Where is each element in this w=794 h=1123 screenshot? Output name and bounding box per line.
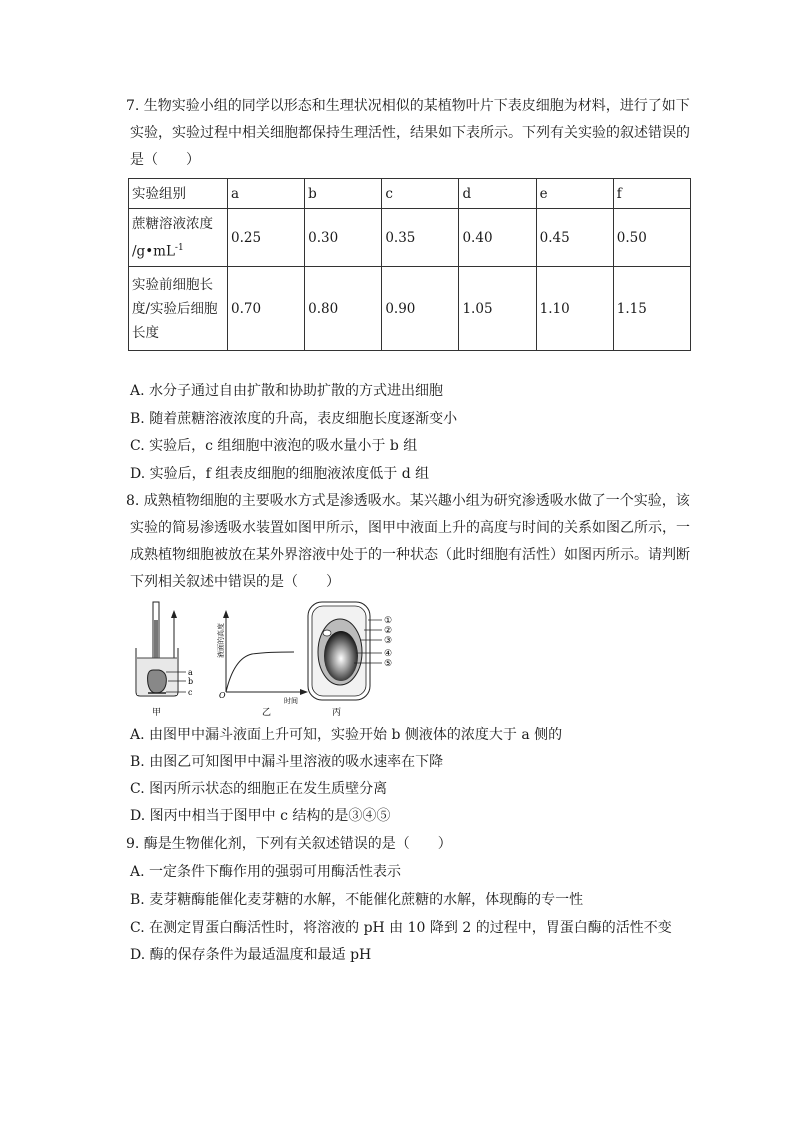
table-cell-ratio: 0.80 (305, 267, 382, 351)
q7-stem-line-2: 实验，实验过程中相关细胞都保持生理活性，结果如下表所示。下列有关实验的叙述错误的 (130, 125, 690, 141)
x-axis-label: 时间 (284, 697, 298, 705)
ratio-label-line-2: 度/实验后细胞 (132, 300, 218, 317)
table-cell-ratio: 0.90 (382, 267, 459, 351)
concentration-label-line-1: 蔗糖溶液浓度 (132, 215, 213, 232)
q9-option-b: B. 麦芽糖酶能催化麦芽糖的水解，不能催化蔗糖的水解，体现酶的专一性 (130, 892, 584, 908)
label-bing: 丙 (332, 708, 342, 718)
table-cell-concentration: 0.40 (459, 209, 536, 267)
q8-stem-line-2: 实验的简易渗透吸水装置如图甲所示，图甲中液面上升的高度与时间的关系如图乙所示，一 (130, 520, 690, 536)
table-cell-label (129, 209, 228, 267)
q8-figure (126, 600, 416, 718)
q9-option-d: D. 酶的保存条件为最适温度和最适 pH (130, 947, 372, 963)
q7-option-b: B. 随着蔗糖溶液浓度的升高，表皮细胞长度逐渐变小 (130, 411, 458, 427)
table-cell-label (129, 267, 228, 351)
height-time-graph (216, 610, 308, 718)
plant-cell (308, 602, 392, 718)
table-cell-ratio: 0.70 (228, 267, 305, 351)
rise-arrowhead (171, 610, 177, 618)
q7-stem-line-3: 是（ ） (130, 152, 200, 168)
table-cell-group-b: b (305, 179, 382, 209)
q7-stem-line-1: 7. 生物实验小组的同学以形态和生理状况相似的某植物叶片下表皮细胞为材料，进行了如下 (126, 98, 690, 114)
cell-label-2: ② (384, 626, 393, 636)
cell-label-5: ⑤ (384, 659, 393, 669)
q8-stem-line-3: 成熟植物细胞被放在某外界溶液中处于的一种状态（此时细胞有活性）如图丙所示。请判断 (130, 547, 690, 563)
table-row-groups (129, 179, 691, 209)
cell-label-4: ④ (384, 649, 393, 659)
label-jia: 甲 (152, 708, 162, 718)
q8-stem-line-1: 8. 成熟植物细胞的主要吸水方式是渗透吸水。某兴趣小组为研究渗透吸水做了一个实验，该 (126, 493, 690, 509)
nucleus (323, 630, 331, 636)
table-row-concentration (129, 209, 691, 267)
q8-stem-line-4: 下列相关叙述中错误的是（ ） (130, 574, 340, 590)
ratio-label-line-3: 长度 (132, 324, 159, 341)
table-cell-concentration: 0.25 (228, 209, 305, 267)
q8-option-c: C. 图丙所示状态的细胞正在发生质壁分离 (130, 781, 388, 797)
q8-option-a: A. 由图甲中漏斗液面上升可知，实验开始 b 侧液体的浓度大于 a 侧的 (130, 727, 563, 743)
table-cell-group-a: a (228, 179, 305, 209)
table-cell-concentration: 0.45 (536, 209, 613, 267)
beaker-apparatus (136, 602, 193, 718)
table-cell-ratio: 1.05 (459, 267, 536, 351)
y-axis-label: 液面的高度 (217, 623, 225, 658)
label-c: c (188, 688, 193, 697)
q8-option-b: B. 由图乙可知图甲中漏斗里溶液的吸水速率在下降 (130, 754, 444, 770)
funnel-bulb (148, 670, 167, 693)
table-cell-group-f: f (613, 179, 690, 209)
q9-stem-line-1: 9. 酶是生物催化剂，下列有关叙述错误的是（ ） (126, 836, 452, 852)
concentration-label-line-2: /g•mL (132, 243, 175, 260)
q7-data-table (128, 178, 691, 351)
table-cell-ratio: 1.15 (613, 267, 690, 351)
table-cell-group-e: e (536, 179, 613, 209)
rise-curve (226, 652, 294, 692)
concentration-unit-exponent: -1 (174, 242, 184, 253)
q7-option-d: D. 实验后，f 组表皮细胞的细胞液浓度低于 d 组 (130, 466, 430, 482)
q9-option-a: A. 一定条件下酶作用的强弱可用酶活性表示 (130, 864, 402, 880)
label-b: b (188, 677, 194, 686)
origin-label: O (219, 691, 226, 700)
table-cell-concentration: 0.50 (613, 209, 690, 267)
table-cell-group-c: c (382, 179, 459, 209)
table-cell-concentration: 0.35 (382, 209, 459, 267)
label-yi: 乙 (262, 708, 272, 718)
table-cell-concentration: 0.30 (305, 209, 382, 267)
ratio-label-line-1: 实验前细胞长 (132, 276, 213, 293)
table-cell-ratio: 1.10 (536, 267, 613, 351)
q8-option-d: D. 图丙中相当于图甲中 c 结构的是③④⑤ (130, 808, 391, 824)
table-row-length-ratio (129, 267, 691, 351)
table-cell-label: 实验组别 (129, 179, 228, 209)
table-cell-group-d: d (459, 179, 536, 209)
q7-option-a: A. 水分子通过自由扩散和协助扩散的方式进出细胞 (130, 383, 444, 399)
q9-option-c: C. 在测定胃蛋白酶活性时，将溶液的 pH 由 10 降到 2 的过程中，胃蛋白酶的活性不变 (130, 920, 672, 936)
q8-figure-svg (126, 600, 416, 718)
vacuole (324, 631, 358, 681)
q7-option-c: C. 实验后，c 组细胞中液泡的吸水量小于 b 组 (130, 438, 418, 454)
cell-label-3: ③ (384, 636, 393, 646)
label-a: a (188, 668, 193, 677)
cell-label-1: ① (384, 616, 393, 626)
